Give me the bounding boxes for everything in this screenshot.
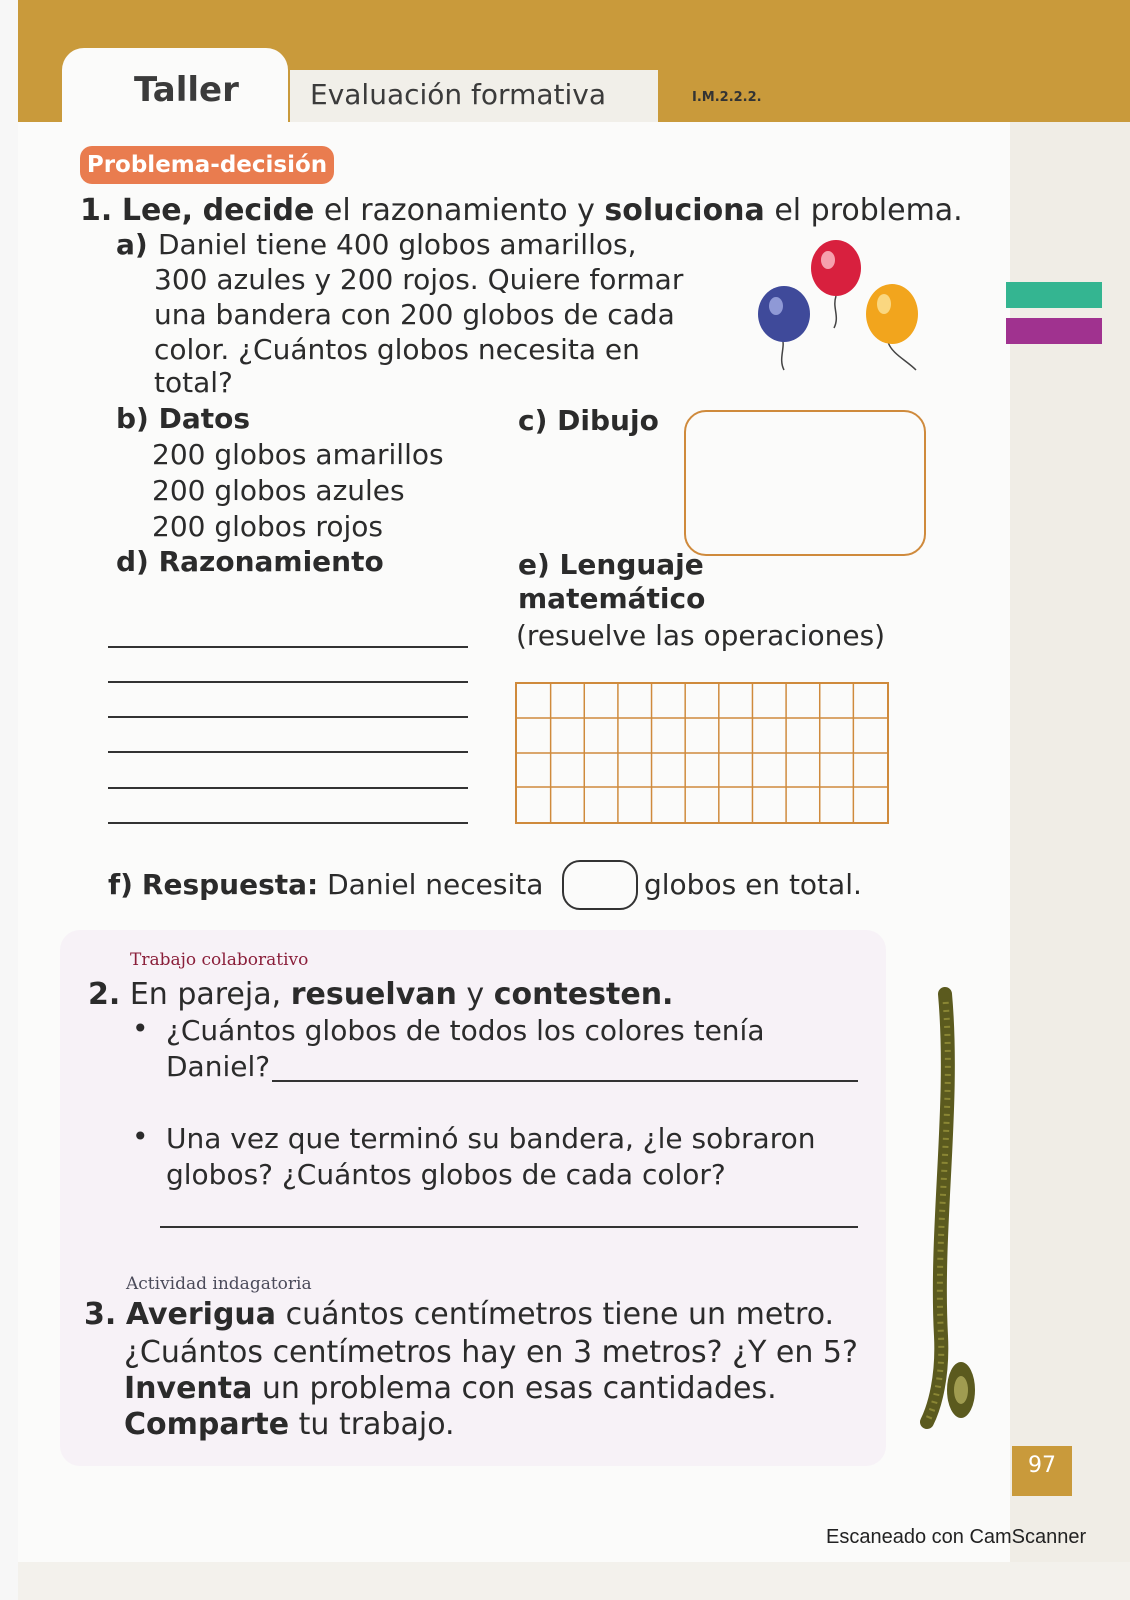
answer-box[interactable]: [562, 860, 638, 910]
q2-bullet2-line1: Una vez que terminó su bandera, ¿le sobraron: [166, 1122, 816, 1155]
q3-tag: Actividad indagatoria: [126, 1274, 312, 1294]
writing-line[interactable]: [108, 787, 468, 789]
q1a-line: color. ¿Cuántos globos necesita en: [154, 333, 640, 366]
q1b-letter: b): [116, 402, 149, 435]
q1-text2: el problema.: [774, 193, 963, 228]
measuring-tape-illustration: [905, 986, 985, 1436]
q2-bullet1-line1: ¿Cuántos globos de todos los colores tenía: [166, 1014, 765, 1047]
section-pill: Problema-decisión: [80, 146, 334, 184]
writing-line[interactable]: [108, 646, 468, 648]
tab-evaluacion: [290, 70, 658, 122]
q3-line1: [84, 1298, 834, 1332]
page-left-edge: [0, 0, 18, 1600]
q1f-row: [108, 868, 543, 902]
q1a-line: total?: [154, 366, 233, 399]
q3-bold2: Inventa: [124, 1371, 253, 1406]
q1d-title: Razonamiento: [158, 545, 384, 578]
q1e-letter: e): [518, 548, 550, 581]
q3-text4: tu trabajo.: [298, 1407, 455, 1442]
writing-line[interactable]: [108, 716, 468, 718]
balloons-illustration: [746, 236, 936, 382]
q1-number: 1.: [80, 193, 113, 228]
writing-line[interactable]: [108, 681, 468, 683]
q2-tag: Trabajo colaborativo: [130, 950, 309, 970]
q2-bold2: contesten.: [493, 977, 674, 1012]
q1a-line: una bandera con 200 globos de cada: [154, 298, 675, 331]
q3-text3: un problema con esas cantidades.: [261, 1371, 777, 1406]
q3-line4: [124, 1408, 455, 1442]
curriculum-code: I.M.2.2.2.: [692, 90, 762, 105]
q3-text1: cuántos centímetros tiene un metro.: [285, 1297, 835, 1332]
q1d-letter: d): [116, 545, 149, 578]
q1-text1: el razonamiento y: [323, 193, 595, 228]
q1b-label: [116, 402, 250, 436]
q1e-title1: Lenguaje: [559, 548, 704, 581]
q2-bold1: resuelvan: [290, 977, 457, 1012]
q1e-label: [518, 548, 704, 582]
tab-evaluacion-label: Evaluación formativa: [310, 78, 606, 111]
bullet-icon: •: [132, 1012, 149, 1045]
q1a-line: 300 azules y 200 rojos. Quiere formar: [154, 263, 684, 296]
q1b-item: 200 globos rojos: [152, 510, 383, 543]
scanner-watermark: Escaneado con CamScanner: [826, 1526, 1087, 1548]
q1f-letter: f): [108, 868, 133, 901]
q1e-title2: matemático: [518, 582, 706, 615]
q1-heading: [80, 194, 963, 228]
answer-line[interactable]: [160, 1226, 858, 1228]
side-tab-purple: [1006, 318, 1102, 344]
q2-text2: y: [466, 977, 485, 1012]
q3-bold3: Comparte: [124, 1407, 290, 1442]
q1c-letter: c): [518, 404, 548, 437]
q1a-label: a): [116, 228, 148, 261]
q2-text1: En pareja,: [129, 977, 282, 1012]
q1c-title: Dibujo: [557, 404, 659, 437]
q3-number: 3.: [84, 1297, 117, 1332]
red-balloon-icon: [811, 240, 861, 296]
writing-line[interactable]: [108, 822, 468, 824]
q2-bullet1-line2: Daniel?: [166, 1050, 271, 1083]
q2-heading: [88, 978, 673, 1012]
answer-line[interactable]: [272, 1080, 858, 1082]
q2-bullet2-line2: globos? ¿Cuántos globos de cada color?: [166, 1158, 726, 1191]
yellow-balloon-icon: [866, 284, 918, 344]
q2-number: 2.: [88, 977, 121, 1012]
q1a-line: Daniel tiene 400 globos amarillos,: [158, 228, 637, 261]
page-number: 97: [1012, 1446, 1072, 1496]
q1e-subtitle: (resuelve las operaciones): [516, 619, 886, 652]
q1f-text1: Daniel necesita: [327, 868, 544, 901]
operations-grid[interactable]: [515, 682, 889, 824]
q1-bold-lee: Lee,: [121, 193, 194, 228]
writing-line[interactable]: [108, 751, 468, 753]
q1c-label: [518, 404, 659, 438]
q1b-item: 200 globos azules: [152, 474, 405, 507]
tab-taller-label: Taller: [134, 70, 239, 110]
tab-taller: [62, 48, 288, 128]
side-tab-teal: [1006, 282, 1102, 308]
q1-bold-soluciona: soluciona: [604, 193, 765, 228]
q3-line3: [124, 1372, 777, 1406]
q1b-title: Datos: [158, 402, 251, 435]
blue-balloon-icon: [758, 286, 810, 342]
q1f-title: Respuesta:: [141, 868, 319, 901]
drawing-box[interactable]: [684, 410, 926, 556]
q3-line2: ¿Cuántos centímetros hay en 3 metros? ¿Y en 5?: [124, 1335, 858, 1370]
q1f-text2: globos en total.: [644, 868, 862, 901]
q1-bold-decide: decide: [202, 193, 315, 228]
q1b-item: 200 globos amarillos: [152, 438, 444, 471]
q3-bold1: Averigua: [125, 1297, 277, 1332]
q1d-label: [116, 545, 384, 579]
bullet-icon: •: [132, 1120, 149, 1153]
